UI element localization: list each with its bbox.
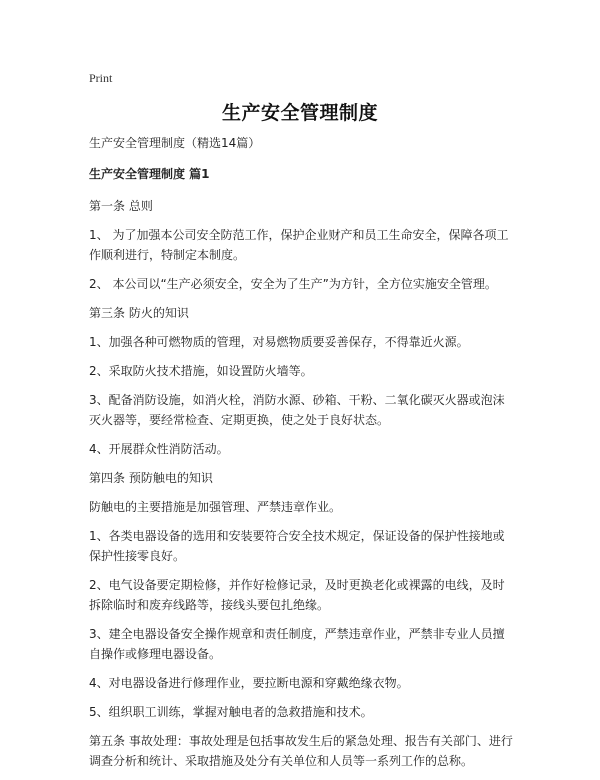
paragraph: 4、开展群众性消防活动。	[89, 442, 229, 456]
paragraph: 1、各类电器设备的选用和安装要符合安全技术规定，保证设备的保护性接地或保护性接零良好。	[89, 529, 505, 563]
article-heading: 第三条 防火的知识	[89, 306, 189, 320]
paragraph: 5、组织职工训练，掌握对触电者的急救措施和技术。	[89, 705, 373, 719]
article-heading: 第一条 总则	[89, 199, 153, 213]
article-heading: 第四条 预防触电的知识	[89, 471, 213, 485]
paragraph: 3、建全电器设备安全操作规章和责任制度，严禁违章作业，严禁非专业人员擅自操作或修理电器设备。	[89, 627, 505, 661]
print-label: Print	[89, 71, 113, 85]
paragraph: 1、 为了加强本公司安全防范工作，保护企业财产和员工生命安全，保障各项工作顺利进行，特制定本制度。	[89, 228, 509, 262]
document-subtitle: 生产安全管理制度（精选14篇）	[89, 136, 261, 150]
article-paragraph: 第五条 事故处理：事故处理是包括事故发生后的紧急处理、报告有关部门、进行调查分析和统计、采取措施及处分有关单位和人员等一系列工作的总称。	[89, 734, 513, 768]
paragraph: 4、对电器设备进行修理作业，要拉断电源和穿戴绝缘衣物。	[89, 676, 409, 690]
paragraph: 2、 本公司以“生产必须安全，安全为了生产”为方针，全方位实施安全管理。	[89, 277, 497, 291]
paragraph: 2、电气设备要定期检修，并作好检修记录，及时更换老化或裸露的电线，及时拆除临时和废弃线路等，接线头要包扎绝缘。	[89, 578, 505, 612]
paragraph: 2、采取防火技术措施，如设置防火墙等。	[89, 364, 313, 378]
document-body	[89, 133, 513, 780]
document-title: 生产安全管理制度	[221, 102, 378, 124]
paragraph: 1、加强各种可燃物质的管理，对易燃物质要妥善保存，不得靠近火源。	[89, 335, 469, 349]
section-heading: 生产安全管理制度 篇1	[89, 167, 210, 181]
paragraph: 防触电的主要措施是加强管理、严禁违章作业。	[89, 500, 342, 514]
paragraph: 3、配备消防设施，如消火栓，消防水源、砂箱、干粉、二氧化碳灭火器或泡沫灭火器等，要经常检查、定期更换，使之处于良好状态。	[89, 393, 505, 427]
